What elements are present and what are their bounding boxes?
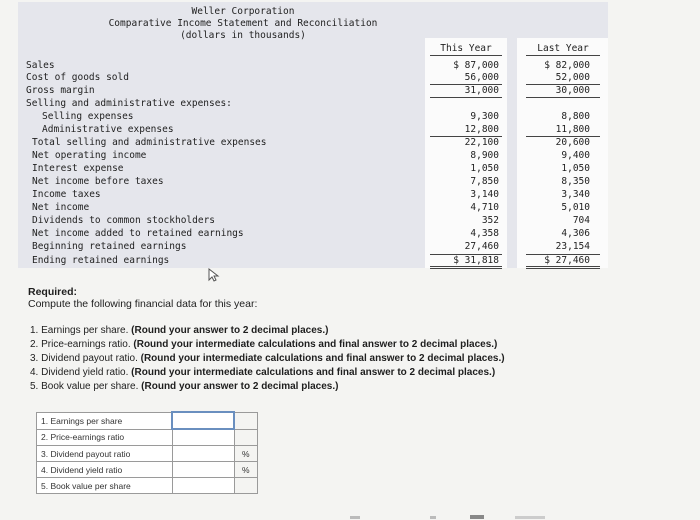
row-label: Total selling and administrative expenses [32,137,267,148]
answer-input[interactable] [172,429,234,446]
row-label: Net income before taxes [32,176,164,187]
answer-row [37,446,258,462]
last-year-value: 52,000 [555,72,590,83]
subtotal-rule [526,254,600,255]
last-year-value: 1,050 [561,163,590,174]
row-label: Ending retained earnings [32,255,170,266]
row-label: Income taxes [32,189,101,200]
footer-navigation-icon [330,512,580,520]
question-rounding-note: (Round your answer to 2 decimal places.) [138,381,339,392]
answer-unit [234,412,258,429]
answer-label: 3. Dividend payout ratio [37,446,173,462]
this-year-value: $ 31,818 [453,255,499,266]
answer-row [37,412,258,429]
this-year-value: 3,140 [470,189,499,200]
company-name: Weller Corporation [191,6,295,17]
statement-title: Comparative Income Statement and Reconciliation [108,18,378,29]
answer-unit: % [234,462,258,478]
double-underline [526,266,600,267]
double-underline [526,268,600,269]
question-item [30,353,505,364]
question-rounding-note: (Round your intermediate calculations and final answer to 2 decimal places.) [137,353,505,364]
subtotal-rule [430,136,502,137]
income-statement [18,2,608,268]
this-year-value: 9,300 [470,111,499,122]
required-instruction: Compute the following financial data for this year: [28,298,258,310]
row-label: Sales [26,60,55,71]
last-year-value: 11,800 [555,124,590,135]
answer-label: 2. Price-earnings ratio [37,429,173,446]
answer-unit: % [234,446,258,462]
answer-input[interactable] [172,412,234,429]
header-underline [430,55,502,56]
this-year-value: 12,800 [464,124,499,135]
answer-unit [234,478,258,494]
this-year-value: 22,100 [464,137,499,148]
answer-label: 1. Earnings per share [37,412,173,429]
last-year-value: 23,154 [555,241,590,252]
last-year-value: $ 82,000 [544,60,590,71]
this-year-value: 4,358 [470,228,499,239]
last-year-value: 9,400 [561,150,590,161]
subtotal-rule [430,254,502,255]
row-label: Net operating income [32,150,147,161]
answer-label: 4. Dividend yield ratio [37,462,173,478]
row-label: Beginning retained earnings [32,241,187,252]
this-year-value: 352 [481,215,499,226]
question-label: 1. Earnings per share. [30,325,129,336]
this-year-value: 31,000 [464,85,499,96]
last-year-value: 8,350 [561,176,590,187]
row-label: Administrative expenses [42,124,174,135]
last-year-value: 8,800 [561,111,590,122]
question-rounding-note: (Round your intermediate calculations and final answer to 2 decimal places.) [130,339,498,350]
subtotal-rule [526,136,600,137]
required-heading: Required: [28,286,78,298]
row-label: Interest expense [32,163,124,174]
last-year-value: 20,600 [555,137,590,148]
subtotal-rule [430,84,502,85]
answer-table [36,411,258,494]
col-last-year: Last Year [537,43,589,54]
subtotal-rule [526,97,600,98]
answer-row [37,478,258,494]
this-year-value: 7,850 [470,176,499,187]
subtotal-rule [526,84,600,85]
statement-units: (dollars in thousands) [180,30,306,41]
row-label: Net income [32,202,90,213]
row-label: Cost of goods sold [26,72,129,83]
question-item [30,367,495,378]
question-rounding-note: (Round your answer to 2 decimal places.) [128,325,329,336]
answer-input[interactable] [172,462,234,478]
question-item [30,325,328,336]
this-year-value: 8,900 [470,150,499,161]
answer-label: 5. Book value per share [37,478,173,494]
col-this-year: This Year [440,43,492,54]
question-label: 5. Book value per share. [30,381,139,392]
question-label: 3. Dividend payout ratio. [30,353,138,364]
question-rounding-note: (Round your intermediate calculations and final answer to 2 decimal places.) [128,367,496,378]
answer-input[interactable] [172,446,234,462]
row-label: Selling expenses [42,111,134,122]
answer-unit [234,429,258,446]
last-year-value: 704 [572,215,590,226]
last-year-value: 5,010 [561,202,590,213]
header-underline [526,55,600,56]
last-year-value: 3,340 [561,189,590,200]
double-underline [430,268,502,269]
last-year-value: $ 27,460 [544,255,590,266]
last-year-value: 4,306 [561,228,590,239]
question-label: 4. Dividend yield ratio. [30,367,129,378]
question-item [30,339,497,350]
last-year-value: 30,000 [555,85,590,96]
this-year-value: 1,050 [470,163,499,174]
question-label: 2. Price-earnings ratio. [30,339,131,350]
answer-row [37,429,258,446]
this-year-value: 4,710 [470,202,499,213]
answer-input[interactable] [172,478,234,494]
question-item [30,381,338,392]
double-underline [430,266,502,267]
mouse-cursor-icon [208,268,220,282]
this-year-value: 27,460 [464,241,499,252]
row-label: Net income added to retained earnings [32,228,244,239]
this-year-value: 56,000 [464,72,499,83]
row-label: Selling and administrative expenses: [26,98,232,109]
row-label: Gross margin [26,85,95,96]
answer-row [37,462,258,478]
row-label: Dividends to common stockholders [32,215,216,226]
subtotal-rule [430,97,502,98]
this-year-value: $ 87,000 [453,60,499,71]
